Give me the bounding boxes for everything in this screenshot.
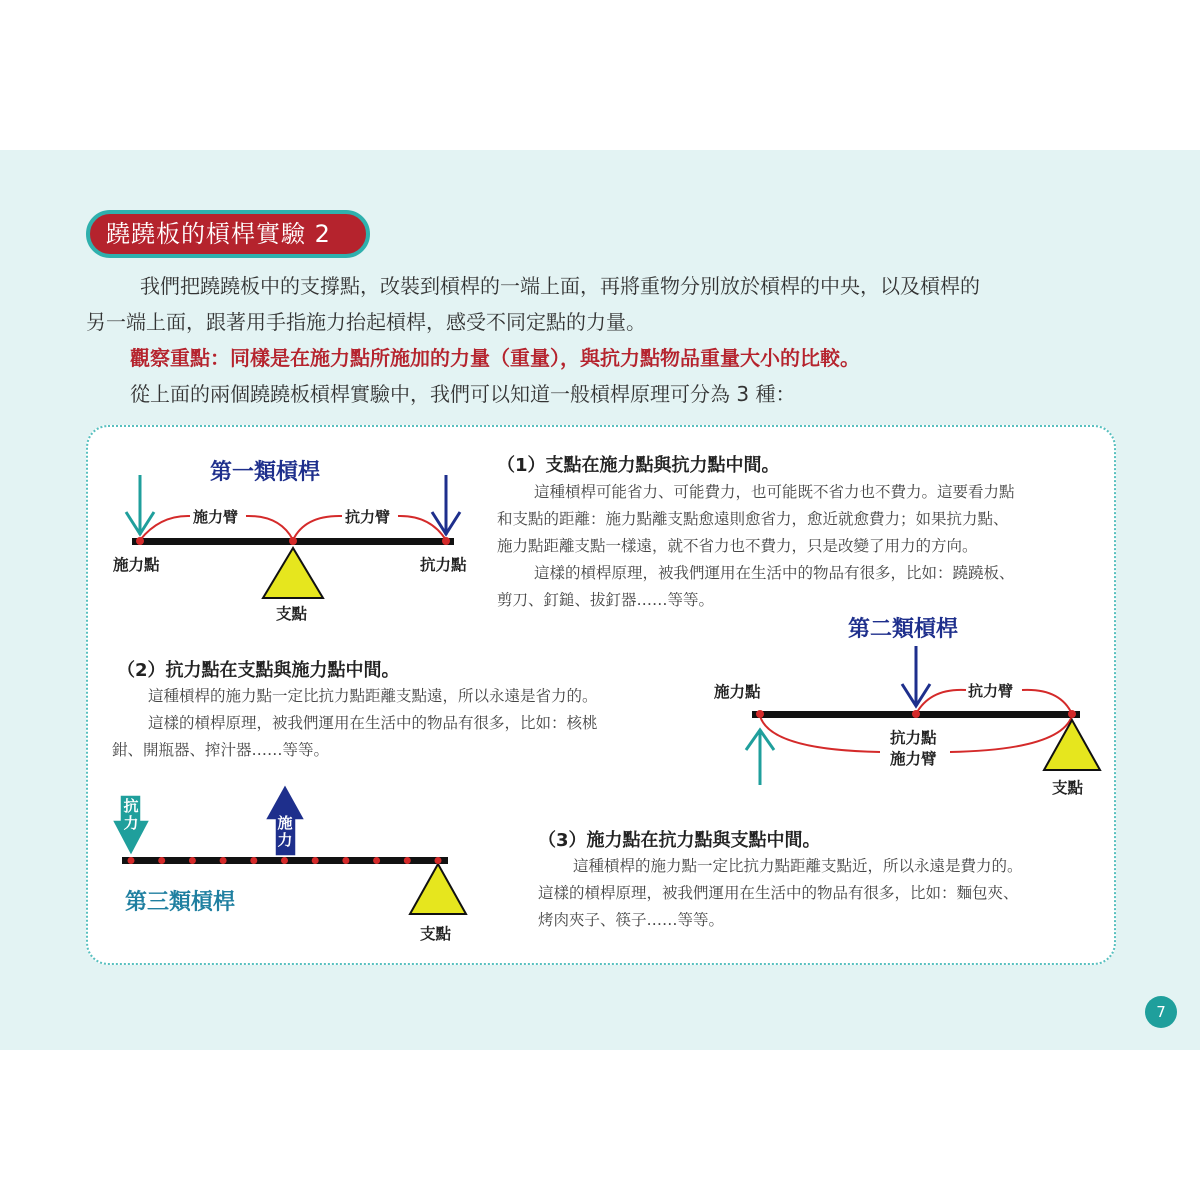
lever3-title: 第三類槓桿 xyxy=(125,890,236,915)
lever1-effort-dot xyxy=(136,537,144,545)
lever3-heading: （3）施力點在抗力點與支點中間。 xyxy=(538,830,821,851)
lever1-text-4: 這樣的槓桿原理，被我們運用在生活中的物品有很多，比如：蹺蹺板、 xyxy=(534,564,1015,582)
lever3-fulcrum-label: 支點 xyxy=(420,925,452,943)
lever1-load-arm-arc-b xyxy=(398,516,446,540)
observe-point: 觀察重點：同樣是在施力點所施加的力量（重量），與抗力點物品重量大小的比較。 xyxy=(130,346,860,370)
lever2-text-1: 這種槓桿的施力點一定比抗力點距離支點遠，所以永遠是省力的。 xyxy=(148,687,598,705)
lever3-effort-label-1: 施 xyxy=(277,814,293,832)
lever1-load-arm-label: 抗力臂 xyxy=(345,508,391,526)
lever2-heading: （2）抗力點在支點與施力點中間。 xyxy=(117,660,400,681)
lever2-text-3: 鉗、開瓶器、搾汁器……等等。 xyxy=(112,741,330,759)
lever2-effort-point-label: 施力點 xyxy=(714,683,761,701)
lever1-text-3: 施力點距離支點一樣遠，就不省力也不費力，只是改變了用力的方向。 xyxy=(497,537,978,555)
lever1-effort-point-label: 施力點 xyxy=(113,556,160,574)
lever1-effort-arm-label: 施力臂 xyxy=(193,508,239,526)
lever3-load-label-2: 力 xyxy=(123,814,139,832)
lever3-beam-dot xyxy=(404,857,411,864)
lever2-effort-dot xyxy=(756,710,764,718)
lever3-beam-dot xyxy=(158,857,165,864)
lever1-load-point-label: 抗力點 xyxy=(420,556,467,574)
lever3-beam-dot xyxy=(435,857,442,864)
page-number: 7 xyxy=(1145,996,1177,1028)
lever2-fulcrum-label: 支點 xyxy=(1052,779,1084,797)
lever3-beam-dot xyxy=(312,857,319,864)
lever1-load-dot xyxy=(442,537,450,545)
lever1-heading: （1）支點在施力點與抗力點中間。 xyxy=(497,455,780,476)
lever3-beam-dot xyxy=(189,857,196,864)
lever3-text-1: 這種槓桿的施力點一定比抗力點距離支點近，所以永遠是費力的。 xyxy=(573,857,1023,875)
lever2-load-arm-label: 抗力臂 xyxy=(968,682,1014,700)
lever1-text-2: 和支點的距離：施力點離支點愈遠則愈省力，愈近就愈費力；如果抗力點、 xyxy=(497,510,1009,528)
lever2-effort-arm-label: 施力臂 xyxy=(890,750,937,768)
lever3-beam-dot xyxy=(220,857,227,864)
lever3-text-3: 烤肉夾子、筷子……等等。 xyxy=(538,911,725,929)
lever3-fulcrum-triangle xyxy=(410,864,466,914)
lever1-fulcrum-label: 支點 xyxy=(276,605,308,623)
lever3-load-label-1: 抗 xyxy=(123,797,139,815)
lever3-beam-dot xyxy=(373,857,380,864)
lever2-load-arm-arc-b xyxy=(1022,690,1072,714)
lever3-beam-dot xyxy=(250,857,257,864)
lever1-diagram xyxy=(126,475,460,598)
lever3-effort-label-2: 力 xyxy=(277,831,293,849)
lever1-text-1: 這種槓桿可能省力、可能費力，也可能既不省力也不費力。這要看力點 xyxy=(534,483,1015,501)
lever1-fulcrum-triangle xyxy=(263,548,323,598)
lever3-beam-dot xyxy=(281,857,288,864)
lever1-fulcrum-dot xyxy=(289,537,297,545)
intro-line-2: 另一端上面，跟著用手指施力抬起槓桿，感受不同定點的力量。 xyxy=(86,310,646,334)
intro-summary: 從上面的兩個蹺蹺板槓桿實驗中，我們可以知道一般槓桿原理可分為 3 種： xyxy=(130,382,796,406)
lever2-effort-arm-arc-a xyxy=(760,716,880,752)
lever3-text-2: 這樣的槓桿原理，被我們運用在生活中的物品有很多，比如：麵包夾、 xyxy=(538,884,1019,902)
lever1-text-5: 剪刀、釘鎚、拔釘器……等等。 xyxy=(497,591,715,609)
lever1-effort-arm-arc-b xyxy=(246,516,293,540)
lever3-beam-dot xyxy=(128,857,135,864)
lever2-text-2: 這樣的槓桿原理，被我們運用在生活中的物品有很多，比如：核桃 xyxy=(148,714,598,732)
lever2-load-dot xyxy=(912,710,920,718)
lever2-load-point-label: 抗力點 xyxy=(890,729,937,747)
lever1-load-arm-arc-a xyxy=(293,516,342,540)
lever2-effort-arm-arc-b xyxy=(950,716,1072,752)
section-title: 蹺蹺板的槓桿實驗 2 xyxy=(86,210,370,258)
intro-line-1: 我們把蹺蹺板中的支撐點，改裝到槓桿的一端上面，再將重物分別放於槓桿的中央，以及槓桿的 xyxy=(140,274,980,298)
lever1-title: 第一類槓桿 xyxy=(210,460,321,485)
lever3-beam-dot xyxy=(342,857,349,864)
lever2-fulcrum-dot xyxy=(1068,710,1076,718)
lever2-fulcrum-triangle xyxy=(1044,720,1100,770)
lever2-title: 第二類槓桿 xyxy=(848,617,959,642)
